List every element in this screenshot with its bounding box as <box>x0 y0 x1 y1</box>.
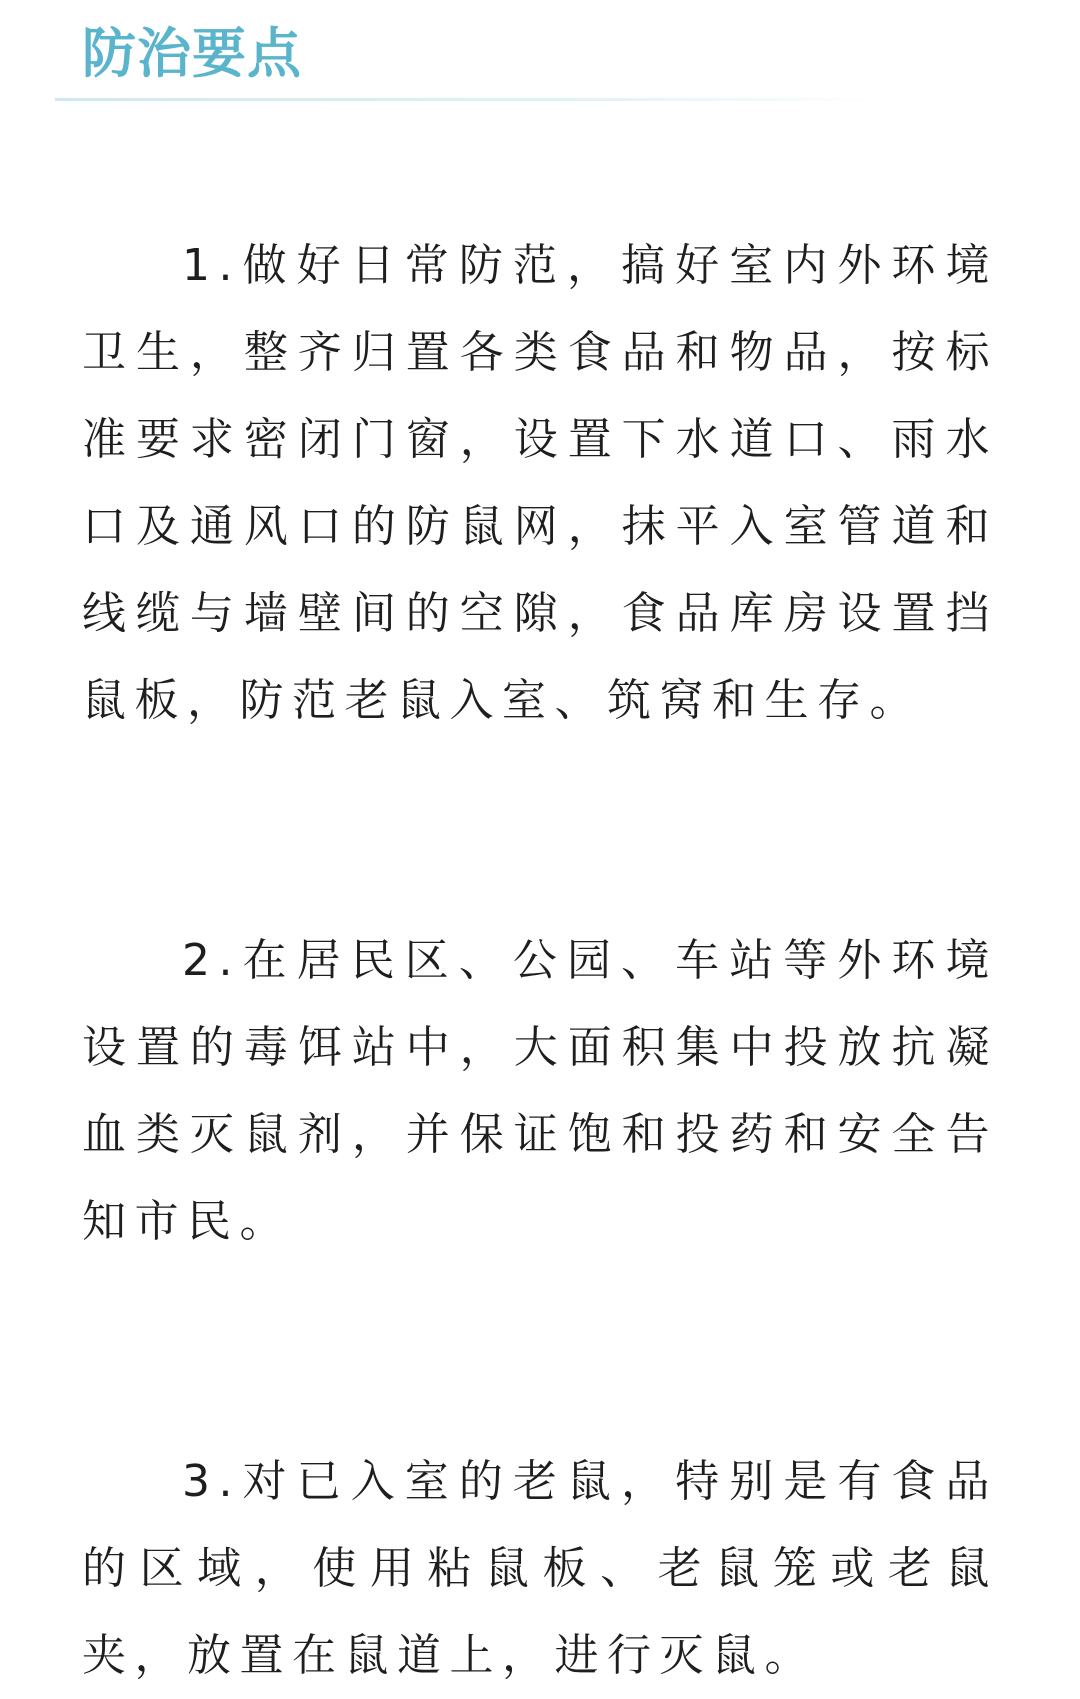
section-title: 防治要点 <box>82 22 302 85</box>
article-body <box>82 222 998 1699</box>
title-divider <box>55 98 885 101</box>
paragraph-3: 3.对已入室的老鼠，特别是有食品的区域，使用粘鼠板、老鼠笼或老鼠夹，放置在鼠道上，进行灭鼠。 <box>82 1456 998 1681</box>
paragraph-2: 2.在居民区、公园、车站等外环境设置的毒饵站中，大面积集中投放抗凝血类灭鼠剂，并保证饱和投药和安全告知市民。 <box>82 935 998 1247</box>
paragraph-1: 1.做好日常防范，搞好室内外环境卫生，整齐归置各类食品和物品，按标准要求密闭门窗，设置下水道口、雨水口及通风口的防鼠网，抹平入室管道和线缆与墙壁间的空隙，食品库房设置挡鼠板，防范老鼠入室、筑窝和生存。 <box>82 240 998 726</box>
